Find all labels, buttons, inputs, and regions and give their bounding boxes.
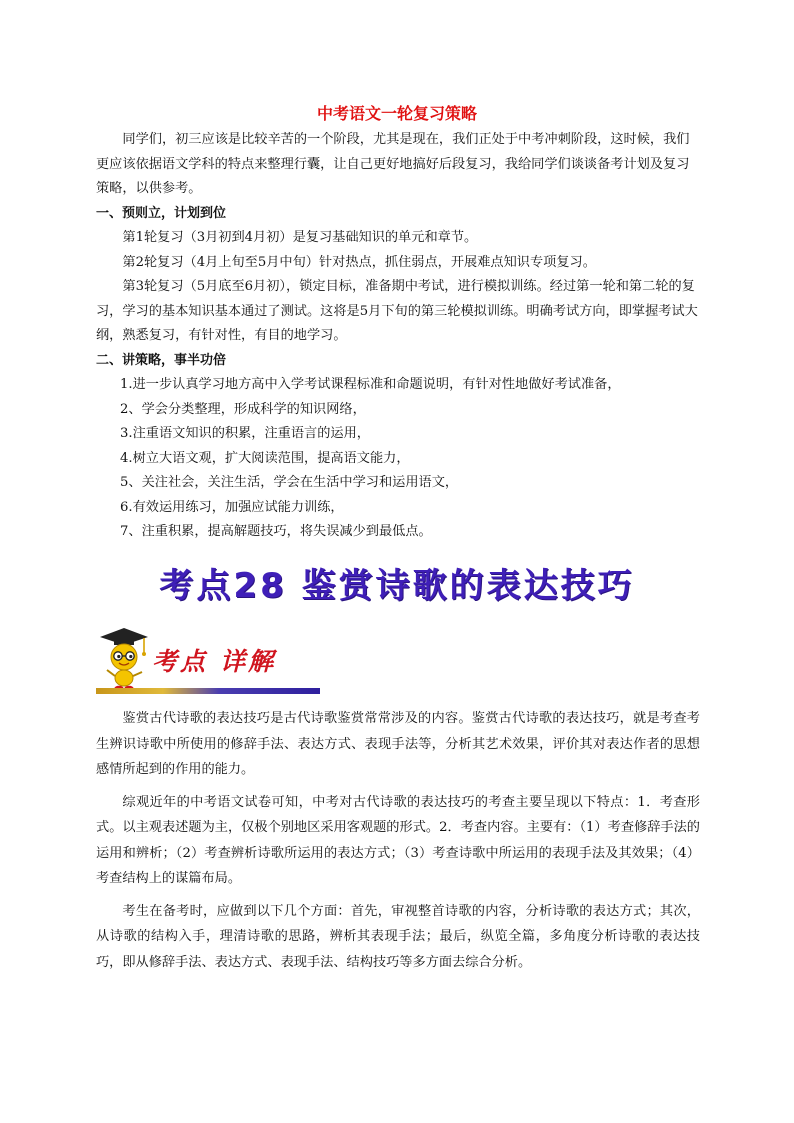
- section2-heading: 二、讲策略，事半功倍: [96, 352, 227, 368]
- detail-paragraph: 综观近年的中考语文试卷可知，中考对古代诗歌的表达技巧的考查主要呈现以下特点：1．考查形式。以主观表述题为主，仅极个别地区采用客观题的形式。2．考查内容。主要有：（1）考查修辞手法的运用和辨析；（2）考查辨析诗歌所运用的表达方式；（3）考查诗歌中所运用的表现手法及其效果；（4）考查结构上的谋篇布局。: [96, 794, 700, 886]
- section2-item: 3.注重语文知识的积累，注重语言的运用，: [120, 426, 370, 441]
- section2-item: 5、关注社会，关注生活，学会在生活中学习和运用语文，: [120, 475, 459, 490]
- detail-title-xiangjie: 详解: [220, 647, 277, 676]
- detail-section-header: [96, 624, 320, 696]
- section1-item: 第2轮复习（4月上旬至5月中旬）针对热点，抓住弱点，开展难点知识专项复习。: [122, 254, 596, 270]
- kaodian-banner-title: 考点28 鉴赏诗歌的表达技巧: [159, 566, 635, 606]
- strategy-title: 中考语文一轮复习策略: [316, 104, 477, 123]
- section2-item: 4.树立大语文观，扩大阅读范围，提高语文能力，: [120, 450, 410, 466]
- detail-underline-bar: [96, 688, 320, 694]
- section2-item: 6.有效运用练习，加强应试能力训练，: [120, 499, 344, 515]
- strategy-section: [96, 128, 700, 545]
- section2-item: 7、注重积累，提高解题技巧，将失误减少到最低点。: [120, 524, 432, 539]
- section1-item: 第1轮复习（3月初到4月初）是复习基础知识的单元和章节。: [122, 230, 478, 245]
- section1-heading: 一、预则立，计划到位: [96, 205, 227, 221]
- section2-item: 2、学会分类整理，形成科学的知识网络，: [120, 401, 366, 417]
- detail-title-kaodian: 考点: [152, 647, 209, 676]
- section1-item: 第3轮复习（5月底至6月初），锁定目标，准备期中考试，进行模拟训练。经过第一轮和第二轮的复习，学习的基本知识基本通过了测试。这将是5月下旬的第三轮模拟训练。明确考试方向，即掌握考试大纲，熟悉复习，有针对性，有目的地学习。: [96, 279, 698, 343]
- strategy-intro: 同学们，初三应该是比较辛苦的一个阶段，尤其是现在，我们正处于中考冲刺阶段，这时候，我们更应该依据语文学科的特点来整理行囊，让自己更好地搞好后段复习，我给同学们谈谈备考计划及复习策略，以供参考。: [96, 132, 690, 196]
- section2-item: 1.进一步认真学习地方高中入学考试课程标准和命题说明，有针对性地做好考试准备，: [120, 377, 621, 392]
- graduate-mascot-icon: [98, 626, 150, 692]
- detail-title: [152, 642, 276, 682]
- detail-paragraph: 考生在备考时，应做到以下几个方面：首先，审视整首诗歌的内容，分析诗歌的表达方式；其次，从诗歌的结构入手，理清诗歌的思路，辨析其表现手法；最后，纵览全篇，多角度分析诗歌的表达技巧，即从修辞手法、表达方式、表现手法、结构技巧等多方面去综合分析。: [96, 903, 700, 970]
- detail-body: [96, 706, 700, 982]
- detail-paragraph: 鉴赏古代诗歌的表达技巧是古代诗歌鉴赏常常涉及的内容。鉴赏古代诗歌的表达技巧，就是考查考生辨识诗歌中所使用的修辞手法、表达方式、表现手法等，分析其艺术效果，评价其对表达作者的思想感情所起到的作用的能力。: [96, 711, 700, 777]
